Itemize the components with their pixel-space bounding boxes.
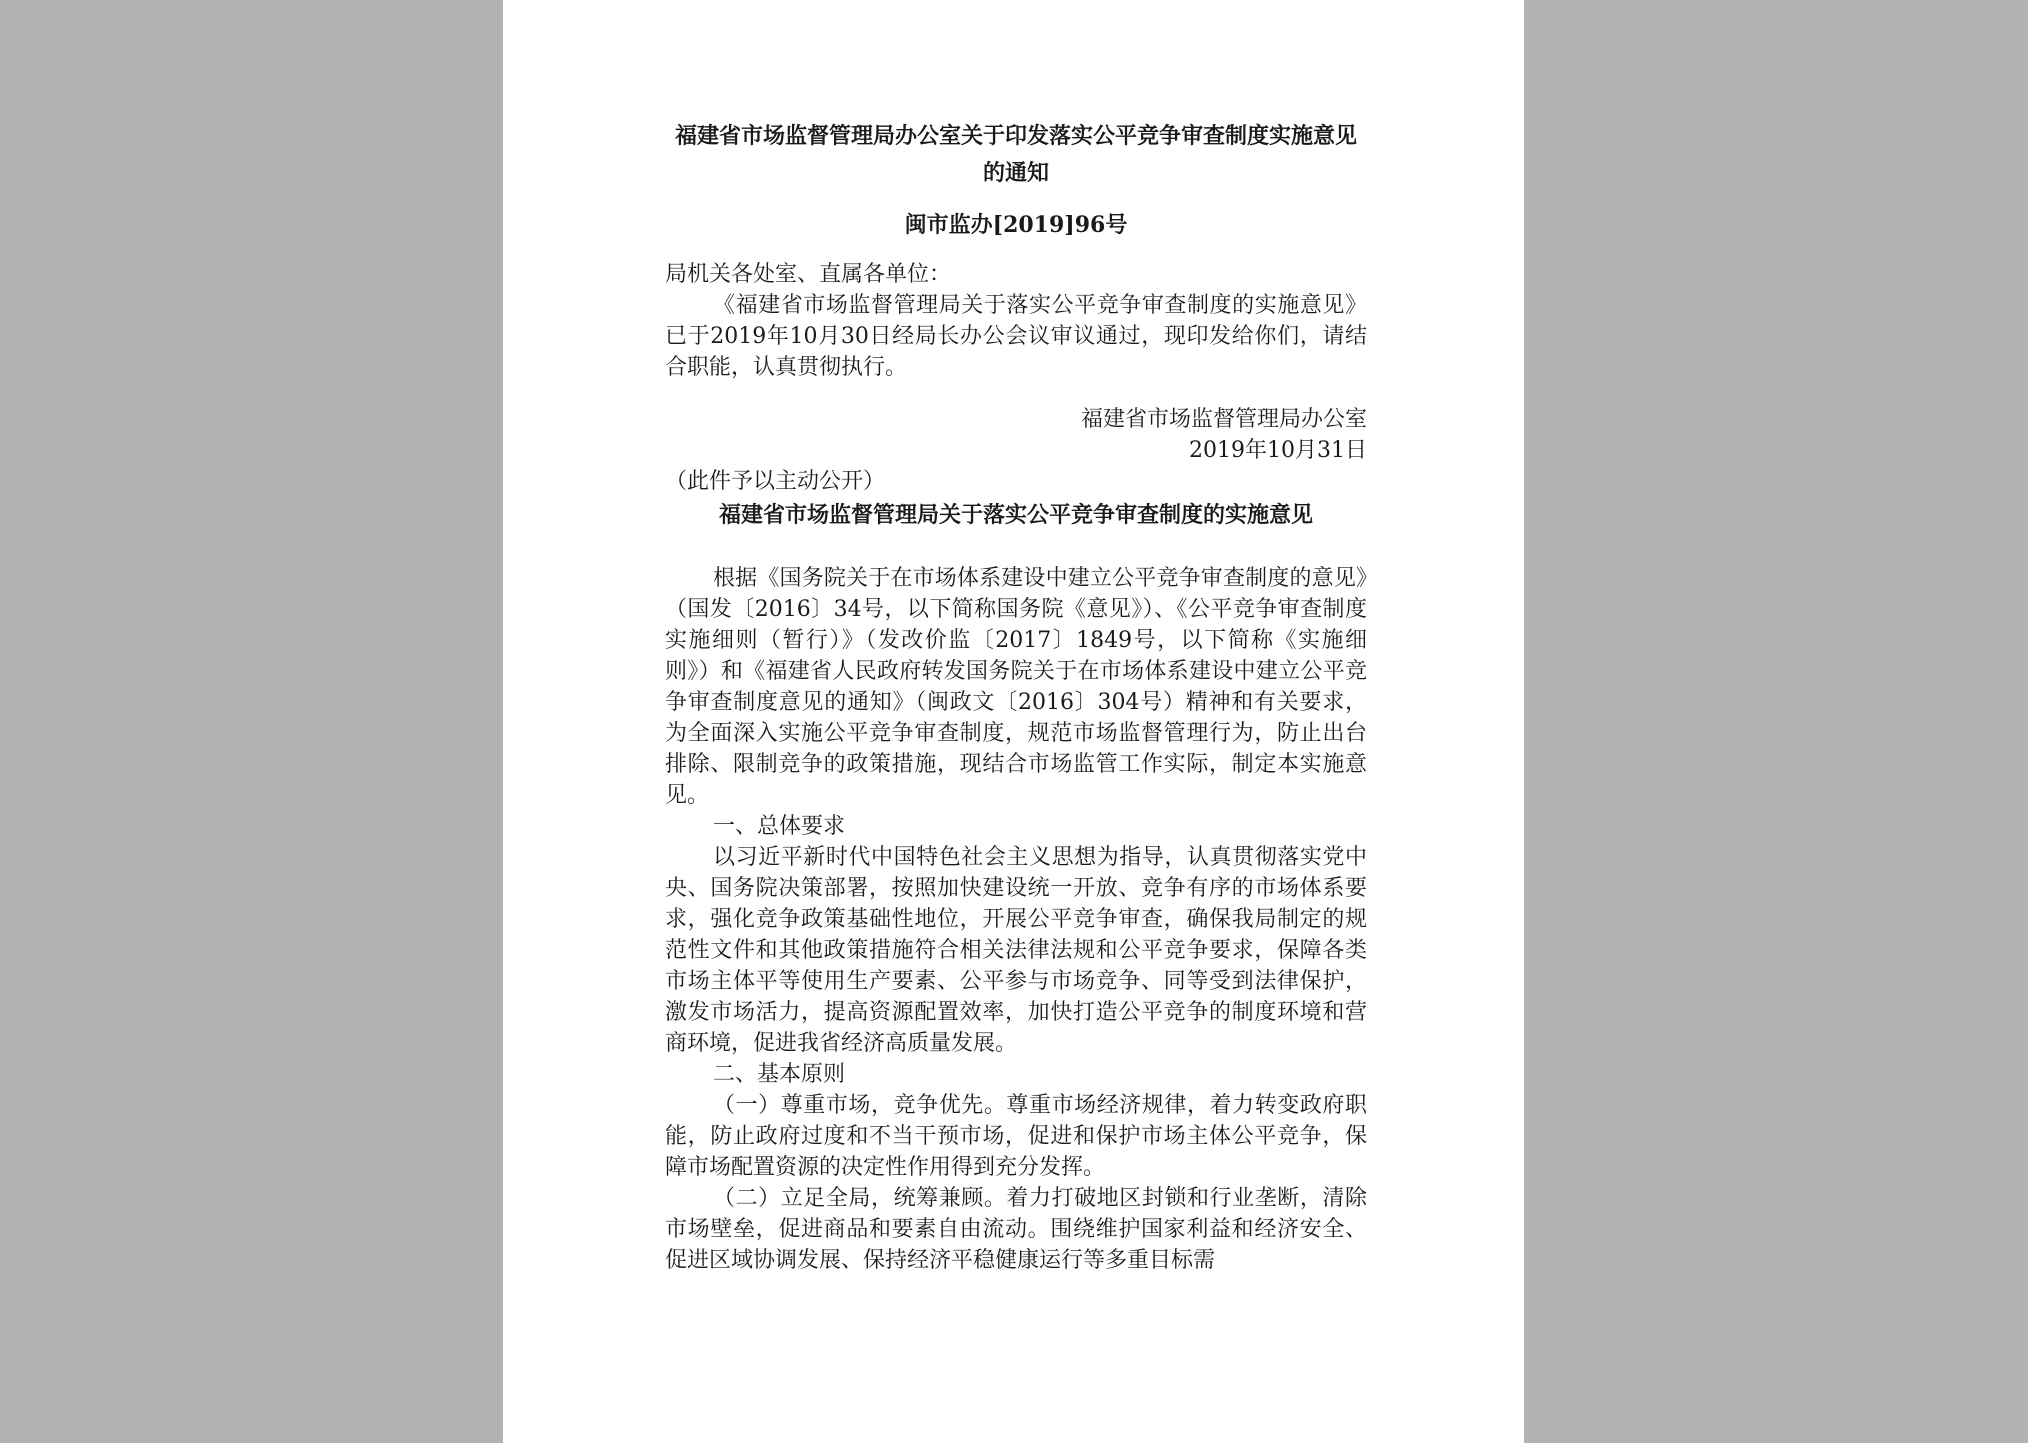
- sign-date: 2019年10月31日: [1189, 438, 1367, 463]
- document-page: [503, 0, 1524, 1443]
- general-requirements-paragraph: 以习近平新时代中国特色社会主义思想为指导，认真贯彻落实党中央、国务院决策部署，按照加快建设统一开放、竞争有序的市场体系要求，强化竞争政策基础性地位，开展公平竞争审查，确保我局制定的规范性文件和其他政策措施符合相关法律法规和公平竞争要求，保障各类市场主体平等使用生产要素、公平参与市场竞争、同等受到法律保护，激发市场活力，提高资源配置效率，加快打造公平竞争的制度环境和营商环境，促进我省经济高质量发展。: [665, 845, 1367, 1056]
- principle-2-paragraph: （二）立足全局，统筹兼顾。着力打破地区封锁和行业垄断，清除市场壁垒，促进商品和要素自由流动。围绕维护国家利益和经济安全、促进区域协调发展、保持经济平稳健康运行等多重目标需: [665, 1186, 1367, 1273]
- page-content: [665, 118, 1367, 1276]
- principle-1-paragraph: （一）尊重市场，竞争优先。尊重市场经济规律，着力转变政府职能，防止政府过度和不当干预市场，促进和保护市场主体公平竞争，保障市场配置资源的决定性作用得到充分发挥。: [665, 1093, 1367, 1180]
- section-heading-general-requirements: 一、总体要求: [713, 814, 846, 839]
- signature-block: [665, 404, 1367, 466]
- document-title: 福建省市场监督管理局办公室关于印发落实公平竞争审查制度实施意见的通知: [674, 123, 1357, 186]
- intro-paragraph: 根据《国务院关于在市场体系建设中建立公平竞争审查制度的意见》（国发〔2016〕34号，以下简称国务院《意见》）、《公平竞争审查制度实施细则（暂行）》（发改价监〔2017〕1849号，以下简称《实施细则》）和《福建省人民政府转发国务院关于在市场体系建设中建立公平竞争审查制度意见的通知》（闽政文〔2016〕304号）精神和有关要求，为全面深入实施公平竞争审查制度，规范市场监督管理行为，防止出台排除、限制竞争的政策措施，现结合市场监管工作实际，制定本实施意见。: [665, 566, 1367, 808]
- public-note: （此件予以主动公开）: [665, 469, 886, 494]
- section-heading-basic-principles: 二、基本原则: [713, 1062, 846, 1087]
- addressee: 局机关各处室、直属各单位：: [665, 262, 952, 287]
- signer: 福建省市场监督管理局办公室: [1080, 407, 1367, 432]
- notice-body: 《福建省市场监督管理局关于落实公平竞争审查制度的实施意见》已于2019年10月30日经局长办公会议审议通过，现印发给你们，请结合职能，认真贯彻执行。: [665, 293, 1367, 380]
- document-number: 闽市监办[2019]96号: [904, 212, 1128, 238]
- opinion-title: 福建省市场监督管理局关于落实公平竞争审查制度的实施意见: [718, 502, 1313, 528]
- blank-line: [665, 531, 1367, 563]
